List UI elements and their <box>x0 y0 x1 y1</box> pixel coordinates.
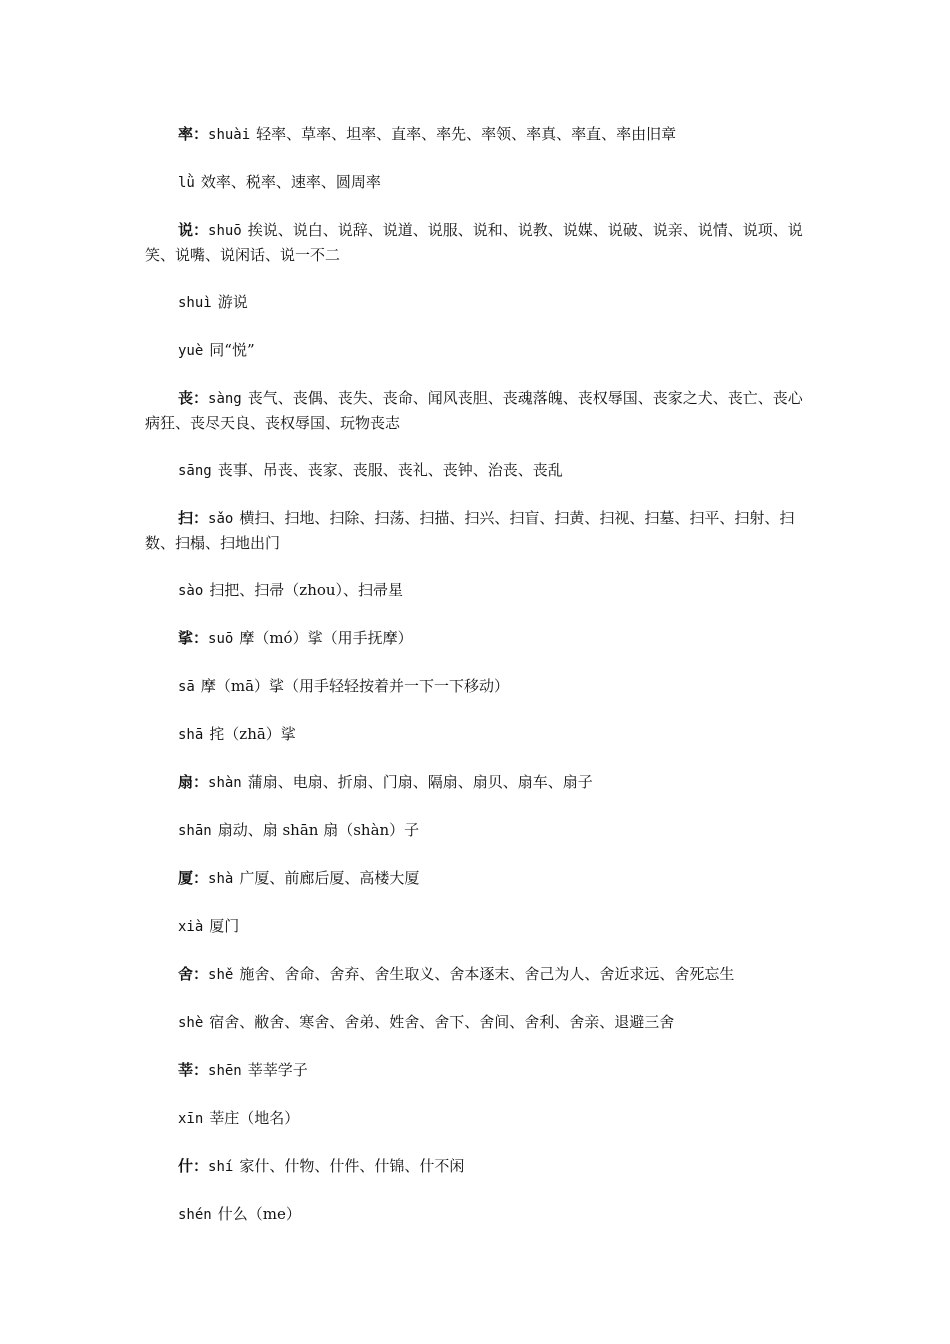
entry-pinyin: shuō <box>208 223 242 239</box>
entry-words: 什么（me） <box>217 1205 301 1223</box>
entry-shen-2 <box>145 1202 810 1227</box>
entry-pinyin: shè <box>178 1015 204 1031</box>
entry-words: 广厦、前廊后厦、高楼大厦 <box>239 869 420 887</box>
entry-pinyin: shuài <box>208 127 251 143</box>
entry-words: 丧事、吊丧、丧家、丧服、丧礼、丧钟、治丧、丧乱 <box>217 461 563 479</box>
entry-words: 厦门 <box>209 917 240 935</box>
entry-suo <box>145 626 810 651</box>
entry-pinyin: yuè <box>178 343 204 359</box>
entry-pinyin: shén <box>178 1207 212 1223</box>
entry-words: 家什、什物、什件、什锦、什不闲 <box>239 1157 465 1175</box>
entry-pinyin: shā <box>178 727 204 743</box>
entry-shuai <box>145 122 810 147</box>
entry-pinyin: xià <box>178 919 204 935</box>
entry-head: 扫： <box>178 509 209 527</box>
entry-words: 莘庄（地名） <box>209 1109 300 1127</box>
entry-sha <box>145 722 810 747</box>
entry-pinyin: shuì <box>178 295 212 311</box>
entry-yue <box>145 338 810 363</box>
entry-shen-1 <box>145 1058 810 1083</box>
entry-head: 莘： <box>178 1061 209 1079</box>
entry-shan-1 <box>145 818 810 843</box>
entry-pinyin: shēn <box>208 1063 242 1079</box>
entry-head: 挲： <box>178 629 209 647</box>
entry-head: 扇： <box>178 773 209 791</box>
entry-words: 效率、税率、速率、圆周率 <box>200 173 381 191</box>
entry-sang-1 <box>145 458 810 483</box>
entry-words: 挓（zhā）挲 <box>209 725 296 743</box>
entry-pinyin: sā <box>178 679 195 695</box>
entry-she-3 <box>145 962 810 987</box>
entry-sao-3 <box>145 506 810 555</box>
entry-pinyin: shà <box>208 871 234 887</box>
entry-pinyin: shàn <box>208 775 242 791</box>
entry-pinyin: suō <box>208 631 234 647</box>
entry-head: 厦： <box>178 869 209 887</box>
entry-shuo <box>145 218 810 267</box>
entry-pinyin: shān <box>178 823 212 839</box>
entry-shan-4 <box>145 770 810 795</box>
entry-sao-4 <box>145 578 810 603</box>
entry-words: 施舍、舍命、舍弃、舍生取义、舍本逐末、舍己为人、舍近求远、舍死忘生 <box>239 965 735 983</box>
entry-pinyin: sāng <box>178 463 212 479</box>
entry-head: 率： <box>178 125 209 143</box>
entry-words: 宿舍、敝舍、寒舍、舍弟、姓舍、舍下、舍间、舍利、舍亲、退避三舍 <box>209 1013 675 1031</box>
entry-shi <box>145 1154 810 1179</box>
entry-sa <box>145 674 810 699</box>
entry-words: 丧气、丧偶、丧失、丧命、闻风丧胆、丧魂落魄、丧权辱国、丧家之犬、丧亡、丧心病狂、丧尽天良、丧权辱国、玩物丧志 <box>145 389 803 432</box>
entry-lv <box>145 170 810 195</box>
entry-she-4 <box>145 1010 810 1035</box>
entry-pinyin: sǎo <box>208 511 234 527</box>
entry-pinyin: lǜ <box>178 175 195 191</box>
entry-words: 摩（mó）挲（用手抚摩） <box>239 629 413 647</box>
entry-xin <box>145 1106 810 1131</box>
entry-pinyin: xīn <box>178 1111 204 1127</box>
entry-words: 同“悦” <box>209 341 255 359</box>
entry-words: 挨说、说白、说辞、说道、说服、说和、说教、说媒、说破、说亲、说情、说项、说笑、说嘴、说闲话、说一不二 <box>145 221 803 264</box>
entry-words: 横扫、扫地、扫除、扫荡、扫描、扫兴、扫盲、扫黄、扫视、扫墓、扫平、扫射、扫数、扫榻、扫地出门 <box>145 509 795 552</box>
entry-head: 说： <box>178 221 209 239</box>
entry-pinyin: sàng <box>208 391 242 407</box>
entry-shui <box>145 290 810 315</box>
entry-sang-4 <box>145 386 810 435</box>
entry-words: 蒲扇、电扇、折扇、门扇、隔扇、扇贝、扇车、扇子 <box>247 773 593 791</box>
entry-xia <box>145 914 810 939</box>
entry-pinyin: sào <box>178 583 204 599</box>
entry-pinyin: shí <box>208 1159 234 1175</box>
entry-head: 丧： <box>178 389 209 407</box>
entry-words: 轻率、草率、坦率、直率、率先、率领、率真、率直、率由旧章 <box>256 125 677 143</box>
entry-sha-4 <box>145 866 810 891</box>
entry-head: 舍： <box>178 965 209 983</box>
entry-words: 游说 <box>217 293 248 311</box>
entry-words: 摩（mā）挲（用手轻轻按着并一下一下移动） <box>200 677 510 695</box>
entry-words: 扇动、扇 shān 扇（shàn）子 <box>217 821 420 839</box>
entry-words: 扫把、扫帚（zhou）、扫帚星 <box>209 581 404 599</box>
entry-words: 莘莘学子 <box>247 1061 308 1079</box>
document-body <box>145 122 810 1250</box>
entry-head: 什： <box>178 1157 209 1175</box>
entry-pinyin: shě <box>208 967 234 983</box>
